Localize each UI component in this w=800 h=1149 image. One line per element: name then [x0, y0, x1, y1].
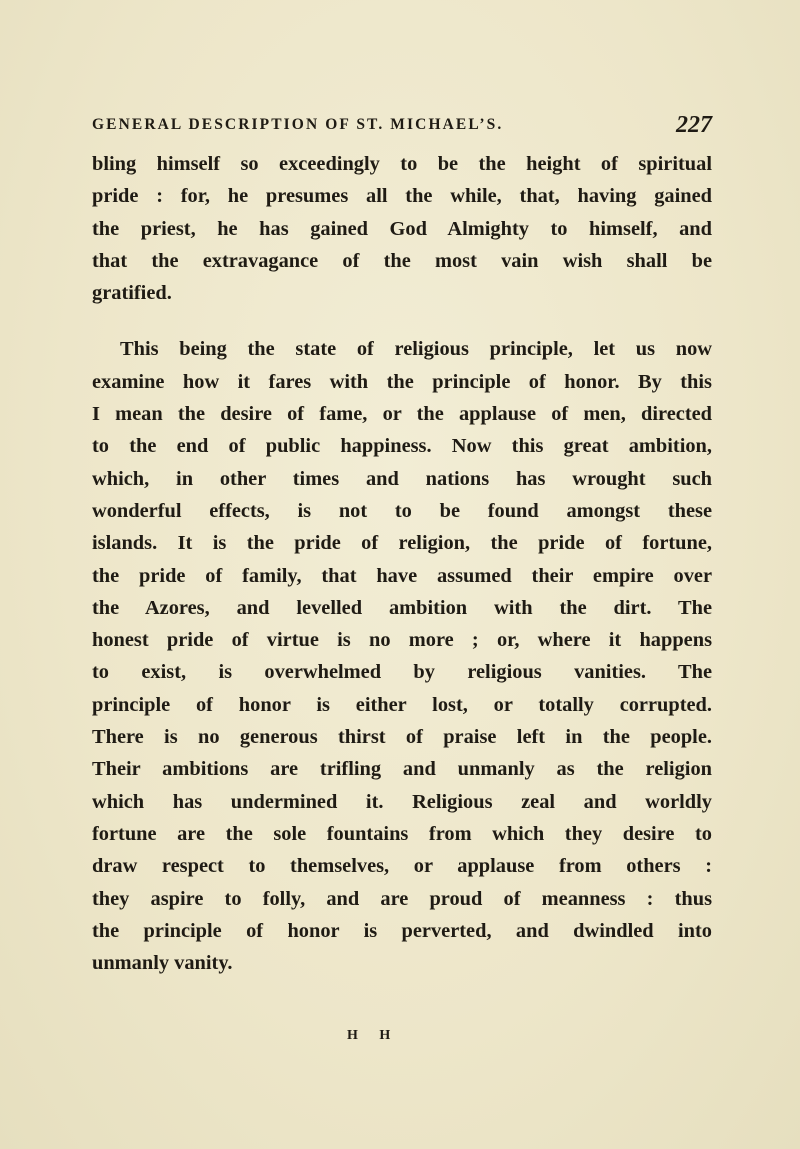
text-line: the principle of honor is perverted, and dwindled into — [92, 919, 712, 942]
paragraph-gap — [92, 309, 712, 333]
text-line: fortune are the sole fountains from which they desire to — [92, 822, 712, 845]
text-line: draw respect to themselves, or applause from others : — [92, 855, 712, 878]
text-line: they aspire to folly, and are proud of meanness : thus — [92, 887, 712, 910]
text-line: to exist, is overwhelmed by religious vanities. The — [92, 661, 712, 684]
text-line: principle of honor is either lost, or totally corrupted. — [92, 693, 712, 716]
text-line: Their ambitions are trifling and unmanly as the religion — [92, 758, 712, 781]
text-line: gratified. — [92, 282, 172, 305]
text-line: pride : for, he presumes all the while, that, having gained — [92, 185, 712, 208]
paragraph-1 — [92, 148, 712, 309]
text-line: There is no generous thirst of praise left in the people. — [92, 726, 712, 749]
running-title: GENERAL DESCRIPTION OF ST. MICHAEL’S. — [92, 116, 504, 133]
text-line: the pride of family, that have assumed their empire over — [92, 564, 712, 587]
text-line: honest pride of virtue is no more ; or, where it happens — [92, 629, 712, 652]
text-line: This being the state of religious principle, let us now — [120, 338, 712, 361]
body-text — [92, 148, 712, 979]
page-number: 227 — [676, 112, 712, 138]
text-line: which has undermined it. Religious zeal and worldly — [92, 790, 712, 813]
text-line: the priest, he has gained God Almighty to himself, and — [92, 217, 712, 240]
text-line: examine how it fares with the principle of honor. By this — [92, 370, 712, 393]
text-line: which, in other times and nations has wrought such — [92, 467, 712, 490]
signature-mark: H H — [347, 1028, 400, 1043]
paragraph-2 — [92, 333, 712, 979]
text-line: wonderful effects, is not to be found amongst these — [92, 499, 712, 522]
text-line: I mean the desire of fame, or the applause of men, directed — [92, 403, 712, 426]
text-line: the Azores, and levelled ambition with the dirt. The — [92, 596, 712, 619]
text-line: bling himself so exceedingly to be the height of spiritual — [92, 153, 712, 175]
text-line: islands. It is the pride of religion, the pride of fortune, — [92, 532, 712, 555]
running-head — [92, 114, 712, 140]
text-line: to the end of public happiness. Now this great ambition, — [92, 435, 712, 458]
text-line: that the extravagance of the most vain wish shall be — [92, 249, 712, 272]
text-line: unmanly vanity. — [92, 952, 233, 975]
